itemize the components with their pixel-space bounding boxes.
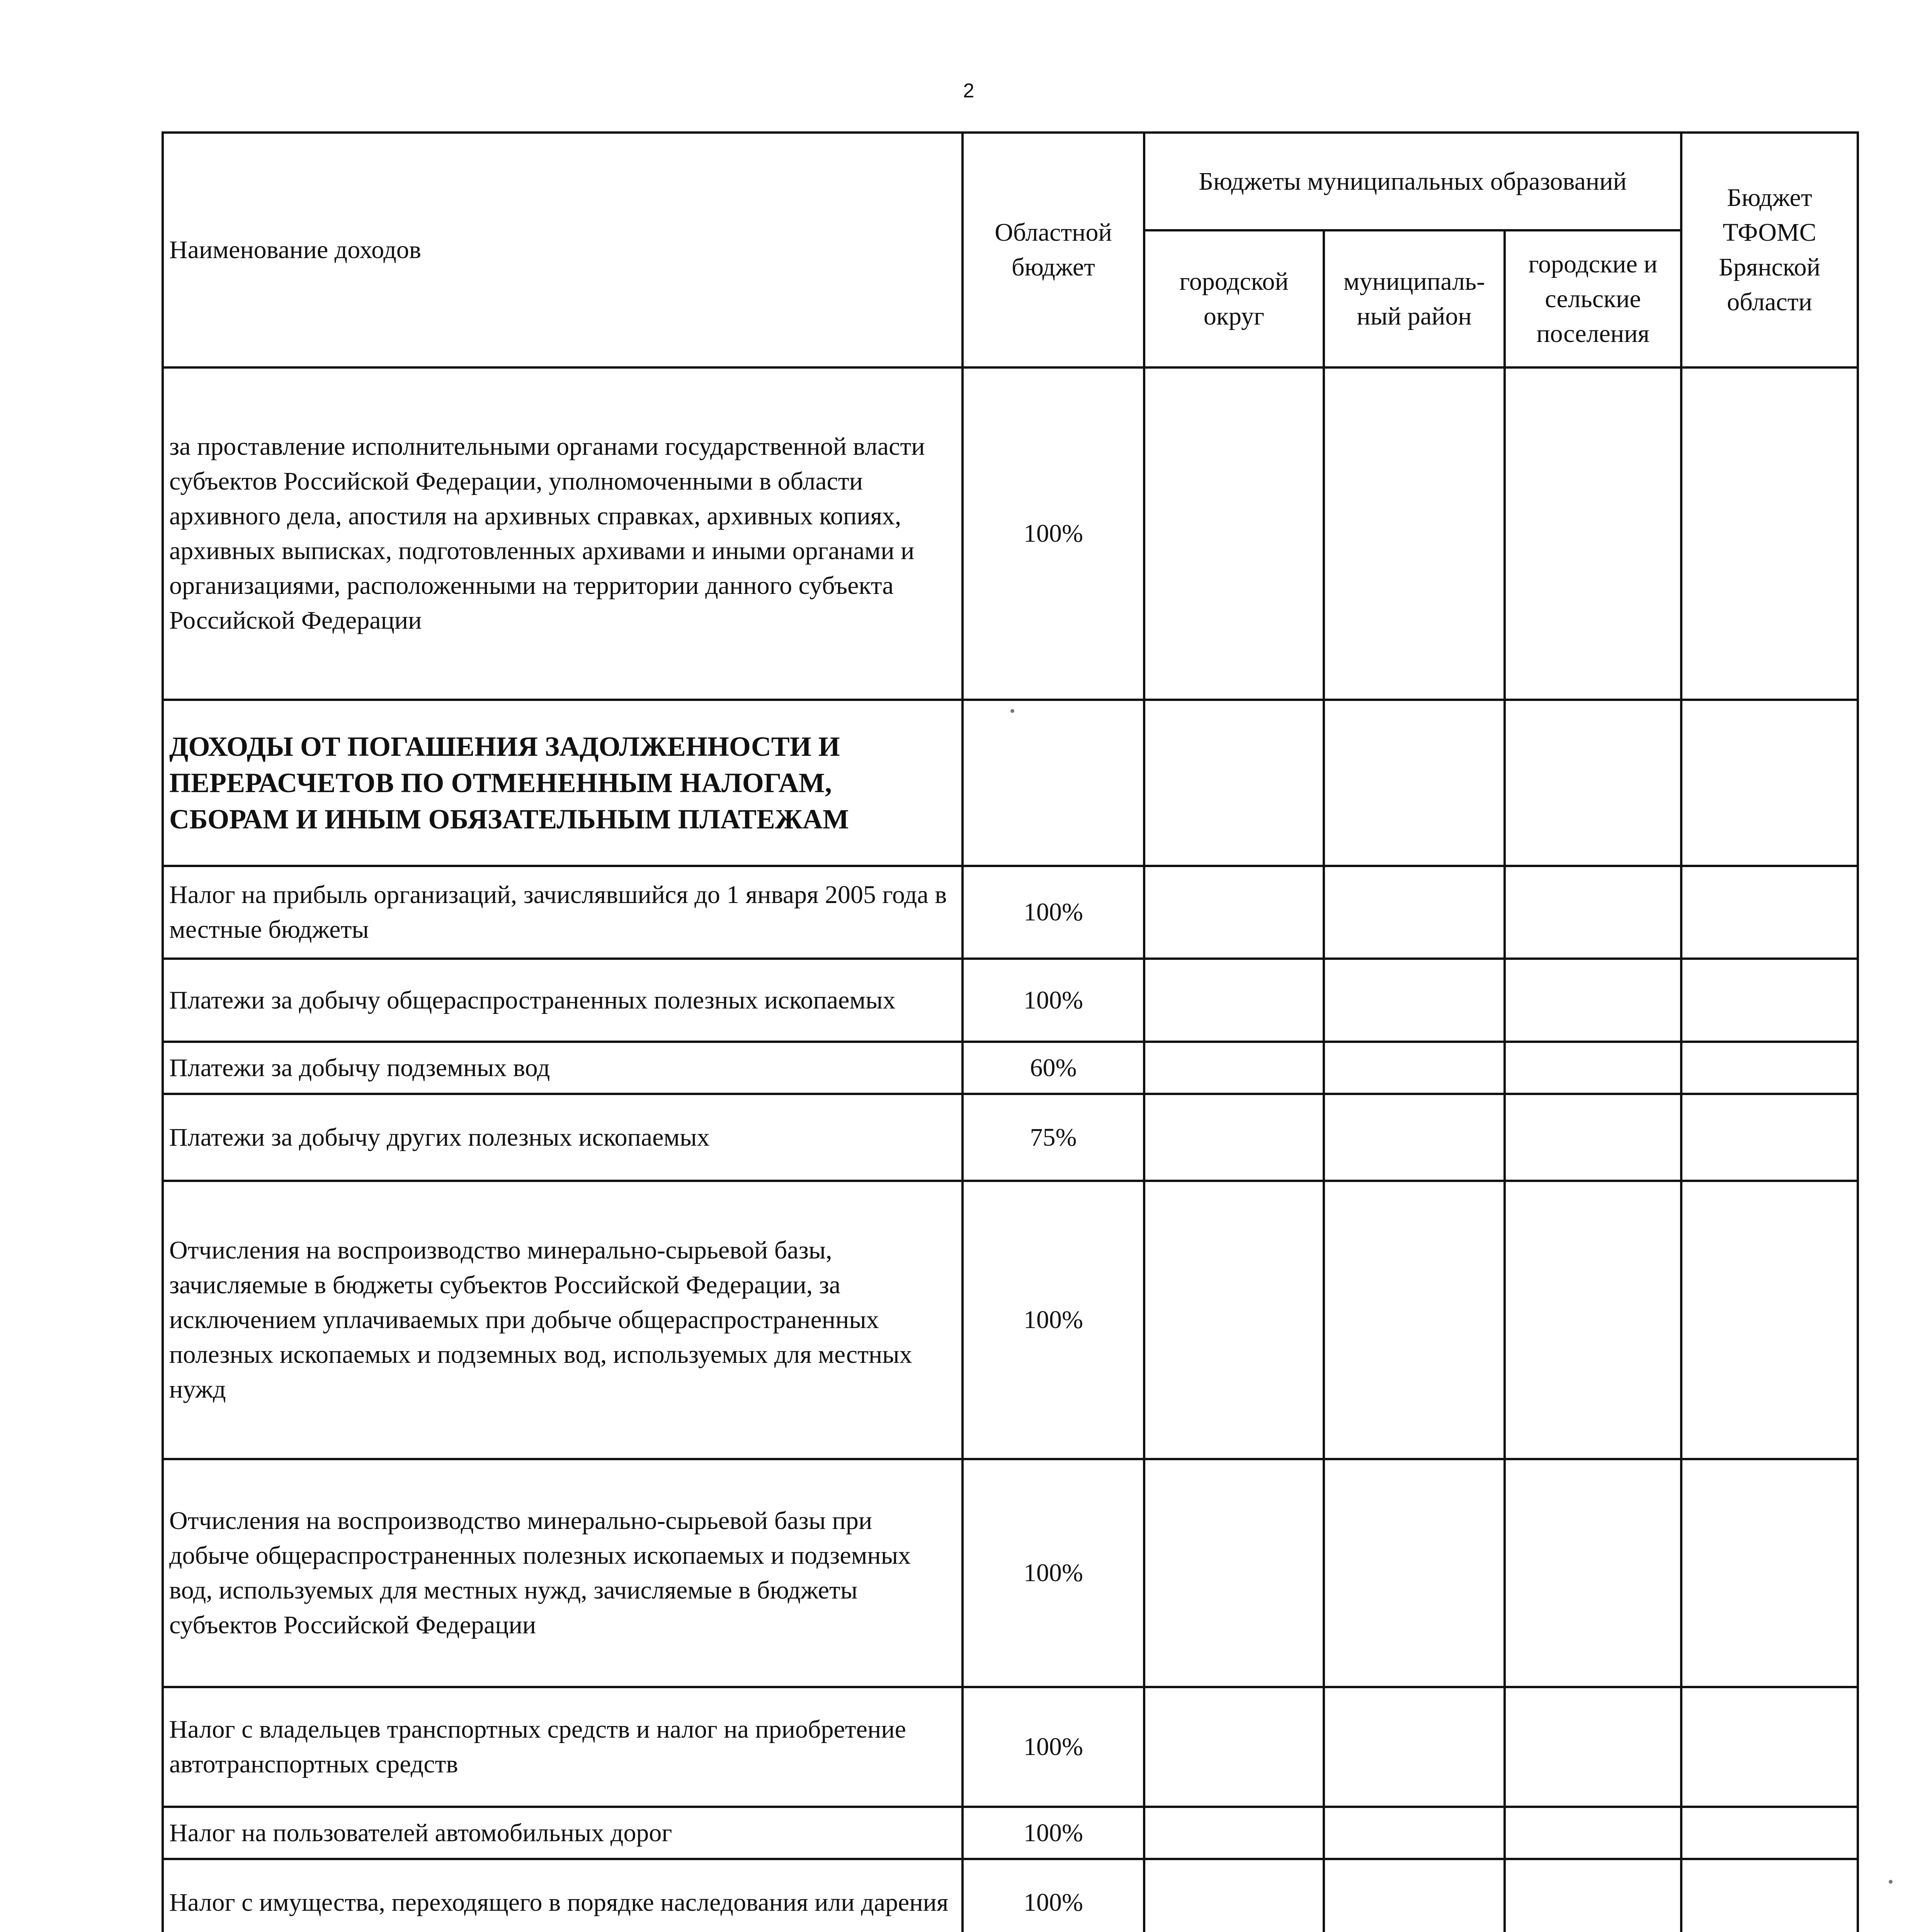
- city-district-share: [1144, 1859, 1324, 1932]
- regional-share: [963, 700, 1144, 866]
- settlements-share: [1505, 367, 1681, 700]
- section-heading-row: [163, 700, 1858, 866]
- settlements-share: [1505, 1459, 1681, 1687]
- header-tfoms-budget: Бюджет ТФОМС Брянской области: [1681, 133, 1858, 367]
- scan-speck: [1889, 1880, 1893, 1884]
- municipal-district-share: [1324, 1807, 1505, 1859]
- table-row: [163, 866, 1858, 959]
- municipal-district-share: [1324, 1859, 1505, 1932]
- settlements-share: [1505, 700, 1681, 866]
- table-row: [163, 1181, 1858, 1459]
- municipal-district-share: [1324, 1687, 1505, 1807]
- revenue-name: Налог на пользователей автомобильных дорог: [163, 1807, 963, 1859]
- table-row: [163, 1459, 1858, 1687]
- regional-share: 100%: [963, 1459, 1144, 1687]
- header-settlements: городские и сельские поселения: [1505, 230, 1681, 367]
- header-revenue-name: Наименование доходов: [163, 133, 963, 367]
- municipal-district-share: [1324, 367, 1505, 700]
- revenue-name: Платежи за добычу общераспространенных полезных ископаемых: [163, 959, 963, 1042]
- tfoms-share: [1681, 700, 1858, 866]
- section-heading: ДОХОДЫ ОТ ПОГАШЕНИЯ ЗАДОЛЖЕННОСТИ И ПЕРЕРАСЧЕТОВ ПО ОТМЕНЕННЫМ НАЛОГАМ, СБОРАМ И ИНЫМ ОБЯЗАТЕЛЬНЫМ ПЛАТЕЖАМ: [163, 700, 963, 866]
- table-row: [163, 959, 1858, 1042]
- tfoms-share: [1681, 1181, 1858, 1459]
- header-municipal-budgets: Бюджеты муниципальных образований: [1144, 133, 1681, 230]
- city-district-share: [1144, 1181, 1324, 1459]
- tfoms-share: [1681, 367, 1858, 700]
- revenue-name: Налог с владельцев транспортных средств и налог на приобретение автотранспортных средств: [163, 1687, 963, 1807]
- regional-share: 60%: [963, 1042, 1144, 1094]
- regional-share: 100%: [963, 1859, 1144, 1932]
- regional-share: 100%: [963, 866, 1144, 959]
- tfoms-share: [1681, 1042, 1858, 1094]
- regional-share: 100%: [963, 1181, 1144, 1459]
- table-row: [163, 1094, 1858, 1181]
- city-district-share: [1144, 1459, 1324, 1687]
- header-municipal-district: муниципаль- ный район: [1324, 230, 1505, 367]
- table-header: [163, 133, 1858, 367]
- city-district-share: [1144, 1807, 1324, 1859]
- table-row: [163, 367, 1858, 700]
- tfoms-share: [1681, 959, 1858, 1042]
- settlements-share: [1505, 1807, 1681, 1859]
- tfoms-share: [1681, 1459, 1858, 1687]
- table-body: [163, 367, 1858, 1932]
- settlements-share: [1505, 959, 1681, 1042]
- page-number: 2: [963, 80, 975, 102]
- revenue-name: Платежи за добычу других полезных ископаемых: [163, 1094, 963, 1181]
- regional-share: 100%: [963, 1807, 1144, 1859]
- header-regional-budget: Областной бюджет: [963, 133, 1144, 367]
- city-district-share: [1144, 959, 1324, 1042]
- municipal-district-share: [1324, 1042, 1505, 1094]
- revenue-name: за проставление исполнительными органами государственной власти субъектов Российской Федерации, уполномоченными в области архивного дела, апостиля на архивных справках, архивных копиях, архивных выписках, подготовленных архивами и иными органами и организациями, расположенными на территории данного субъекта Российской Федерации: [163, 367, 963, 700]
- settlements-share: [1505, 1181, 1681, 1459]
- city-district-share: [1144, 1687, 1324, 1807]
- settlements-share: [1505, 1687, 1681, 1807]
- revenue-distribution-table: [162, 131, 1859, 1932]
- city-district-share: [1144, 1094, 1324, 1181]
- revenue-name: Налог с имущества, переходящего в порядке наследования или дарения: [163, 1859, 963, 1932]
- revenue-name: Налог на прибыль организаций, зачислявшийся до 1 января 2005 года в местные бюджеты: [163, 866, 963, 959]
- tfoms-share: [1681, 1687, 1858, 1807]
- settlements-share: [1505, 1094, 1681, 1181]
- municipal-district-share: [1324, 1181, 1505, 1459]
- table-row: [163, 1859, 1858, 1932]
- revenue-name: Отчисления на воспроизводство минерально-сырьевой базы, зачисляемые в бюджеты субъектов Российской Федерации, за исключением уплачиваемых при добыче общераспространенных полезных ископаемых и подземных вод, используемых для местных нужд: [163, 1181, 963, 1459]
- regional-share: 100%: [963, 959, 1144, 1042]
- settlements-share: [1505, 1042, 1681, 1094]
- tfoms-share: [1681, 866, 1858, 959]
- settlements-share: [1505, 866, 1681, 959]
- municipal-district-share: [1324, 1459, 1505, 1687]
- revenue-name: Платежи за добычу подземных вод: [163, 1042, 963, 1094]
- municipal-district-share: [1324, 959, 1505, 1042]
- tfoms-share: [1681, 1859, 1858, 1932]
- header-city-district: городской округ: [1144, 230, 1324, 367]
- city-district-share: [1144, 1042, 1324, 1094]
- municipal-district-share: [1324, 1094, 1505, 1181]
- regional-share: 75%: [963, 1094, 1144, 1181]
- city-district-share: [1144, 367, 1324, 700]
- regional-share: 100%: [963, 1687, 1144, 1807]
- municipal-district-share: [1324, 866, 1505, 959]
- table-row: [163, 1042, 1858, 1094]
- scan-speck: [1010, 709, 1014, 713]
- municipal-district-share: [1324, 700, 1505, 866]
- tfoms-share: [1681, 1807, 1858, 1859]
- settlements-share: [1505, 1859, 1681, 1932]
- table-row: [163, 1807, 1858, 1859]
- table-row: [163, 1687, 1858, 1807]
- city-district-share: [1144, 700, 1324, 866]
- revenue-name: Отчисления на воспроизводство минерально-сырьевой базы при добыче общераспространенных полезных ископаемых и подземных вод, используемых для местных нужд, зачисляемые в бюджеты субъектов Российской Федерации: [163, 1459, 963, 1687]
- tfoms-share: [1681, 1094, 1858, 1181]
- city-district-share: [1144, 866, 1324, 959]
- regional-share: 100%: [963, 367, 1144, 700]
